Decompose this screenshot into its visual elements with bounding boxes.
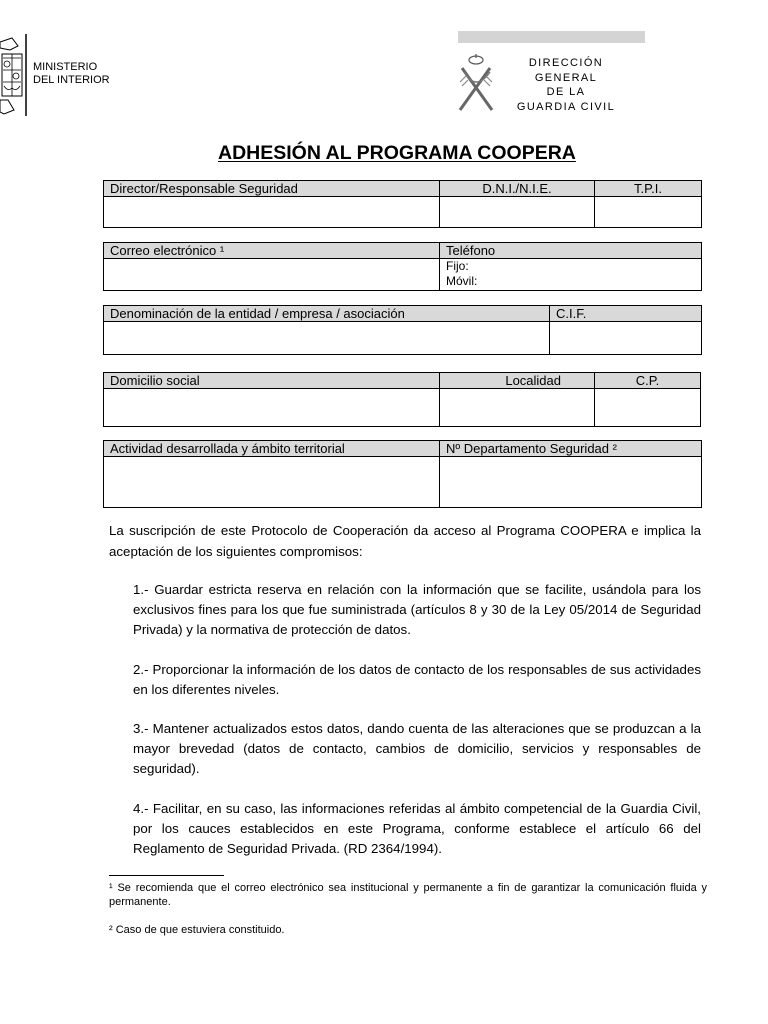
director-label: Director/Responsable Seguridad [110, 181, 298, 196]
phone-label: Teléfono [439, 243, 701, 258]
address-label: Domicilio social [110, 373, 200, 388]
ministry-name [33, 61, 110, 87]
footnote-separator [109, 875, 224, 876]
guardia-civil-emblem-icon [456, 54, 498, 112]
department-label: Nº Departamento Seguridad ² [439, 441, 701, 456]
entity-label: Denominación de la entidad / empresa / asociación [110, 306, 405, 321]
cp-field[interactable] [594, 389, 700, 426]
entity-field[interactable] [104, 322, 549, 354]
fijo-label: Fijo: [446, 259, 469, 273]
tpi-label: T.P.I. [594, 181, 701, 196]
agency-name-line2: DE LA [546, 86, 586, 98]
locality-field[interactable] [439, 389, 594, 426]
phone-field[interactable] [439, 259, 701, 290]
ministry-name-line2: DEL INTERIOR [33, 74, 110, 86]
tpi-field[interactable] [594, 197, 701, 227]
cif-label: C.I.F. [549, 306, 701, 321]
ministry-name-line1: MINISTERIO [33, 61, 98, 73]
agency-name-line1: DIRECCIÓN GENERAL [528, 57, 604, 84]
intro-paragraph: La suscripción de este Protocolo de Cooperación da acceso al Programa COOPERA e implica la aceptación de los siguientes compromisos: [109, 523, 701, 559]
agency-name-line3: GUARDIA CIVIL [516, 100, 616, 113]
activity-field[interactable] [104, 457, 439, 507]
footnote-1: ¹ Se recomienda que el correo electrónico sea institucional y permanente a fin de garantizar la comunicación fluida y permanente. [109, 882, 707, 908]
agency-name [496, 56, 636, 114]
email-field[interactable] [104, 259, 439, 290]
commitment-1: 1.- Guardar estricta reserva en relación con la información que se facilite, usándola para los exclusivos fines para los que fue suministrada (artículos 8 y 30 de la Ley 05/2014 de Seguridad Privada) y la normativa de protección de datos. [133, 582, 701, 637]
footnote-2: ² Caso de que estuviera constituido. [109, 924, 285, 936]
header-gray-bar [458, 31, 645, 43]
address-section [103, 372, 701, 427]
activity-section [103, 440, 702, 508]
cif-field[interactable] [549, 322, 701, 354]
address-field[interactable] [104, 389, 439, 426]
ministry-coat-of-arms-icon [0, 34, 27, 116]
email-label: Correo electrónico ¹ [110, 243, 225, 258]
director-field[interactable] [104, 197, 439, 227]
activity-label: Actividad desarrollada y ámbito territorial [110, 441, 345, 456]
locality-label: Localidad [439, 373, 594, 388]
department-field[interactable] [439, 457, 701, 507]
commitment-4: 4.- Facilitar, en su caso, las informaciones referidas al ámbito competencial de la Guardia Civil, por los cauces establecidos en este Programa, conforme establece el artículo 66 del Reglamento de Seguridad Privada. (RD 2364/1994). [133, 801, 701, 856]
commitment-3: 3.- Mantener actualizados estos datos, dando cuenta de las alteraciones que se produzcan a la mayor brevedad (datos de contacto, cambios de domicilio, servicios y responsables de seguridad). [133, 721, 701, 776]
cp-label: C.P. [594, 373, 700, 388]
document-title: ADHESIÓN AL PROGRAMA COOPERA [218, 142, 576, 164]
entity-section [103, 305, 702, 355]
dni-label: D.N.I./N.I.E. [439, 181, 594, 196]
movil-label: Móvil: [446, 274, 478, 288]
dni-field[interactable] [439, 197, 594, 227]
commitment-2: 2.- Proporcionar la información de los datos de contacto de los responsables de sus actividades en los diferentes niveles. [133, 662, 701, 697]
contact-section [103, 242, 702, 291]
director-section [103, 180, 702, 228]
